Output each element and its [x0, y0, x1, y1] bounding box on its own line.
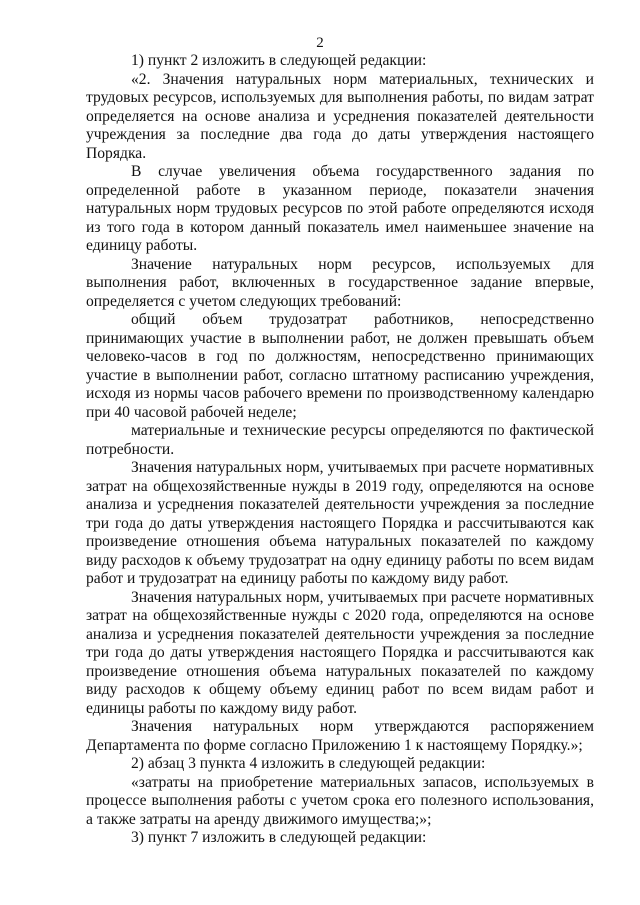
paragraph-1: 1) пункт 2 изложить в следующей редакции:: [131, 52, 427, 69]
paragraph-6: материальные и технические ресурсы определяются по фактической потребности.: [86, 422, 594, 458]
document-body: [86, 52, 594, 848]
paragraph-4: Значение натуральных норм ресурсов, используемых для выполнения работ, включенных в государственное задание впервые, определяется с учетом следующих требований:: [86, 255, 594, 310]
paragraph-12: 3) пункт 7 изложить в следующей редакции:: [131, 829, 427, 846]
paragraph-11: «затраты на приобретение материальных запасов, используемых в процессе выполнения работы с учетом срока его полезного использования, а также затраты на аренду движимого имущества;»;: [86, 773, 594, 828]
paragraph-9: Значения натуральных норм утверждаются распоряжением Департамента по форме согласно Приложению 1 к настоящему Порядку.»;: [86, 718, 594, 754]
paragraph-2: «2. Значения натуральных норм материальных, технических и трудовых ресурсов, используемых для выполнения работы, по видам затрат определяется на основе анализа и усреднения показателей деятельности учреждения за последние два года до даты утверждения настоящего Порядка.: [86, 70, 594, 162]
paragraph-7: Значения натуральных норм, учитываемых при расчете нормативных затрат на общехозяйственные нужды в 2019 году, определяются на основе анализа и усреднения показателей деятельности учреждения за последние три года до даты утверждения настоящего Порядка и рассчитываются как произведение отношения объема натуральных показателей по каждому виду расходов к объему трудозатрат на одну единицу работы по всем видам работ и трудозатрат на единицу работы по каждому виду работ.: [86, 459, 594, 587]
paragraph-8: Значения натуральных норм, учитываемых при расчете нормативных затрат на общехозяйственные нужды с 2020 года, определяются на основе анализа и усреднения показателей деятельности учреждения за последние три года до даты утверждения настоящего Порядка и рассчитываются как произведение отношения объема натуральных показателей по каждому виду расходов к общему объему единиц работ по всем видам работ и единицы работы по каждому виду работ.: [86, 588, 594, 717]
paragraph-10: 2) абзац 3 пункта 4 изложить в следующей редакции:: [131, 755, 486, 772]
paragraph-3: В случае увеличения объема государственного задания по определенной работе в указанном периоде, показатели значения натуральных норм трудовых ресурсов по этой работе определяются исходя из того года в котором данный показатель имел наименьшее значение на единицу работы.: [86, 163, 594, 254]
paragraph-5: общий объем трудозатрат работников, непосредственно принимающих участие в выполнении работ, не должен превышать объем человеко-часов в год по должностям, непосредственно принимающих участие в выполнении работ, согласно штатному расписанию учреждения, исходя из нормы часов рабочего времени по производственному календарю при 40 часовой рабочей неделе;: [86, 311, 594, 421]
page-number: 2: [316, 35, 324, 51]
